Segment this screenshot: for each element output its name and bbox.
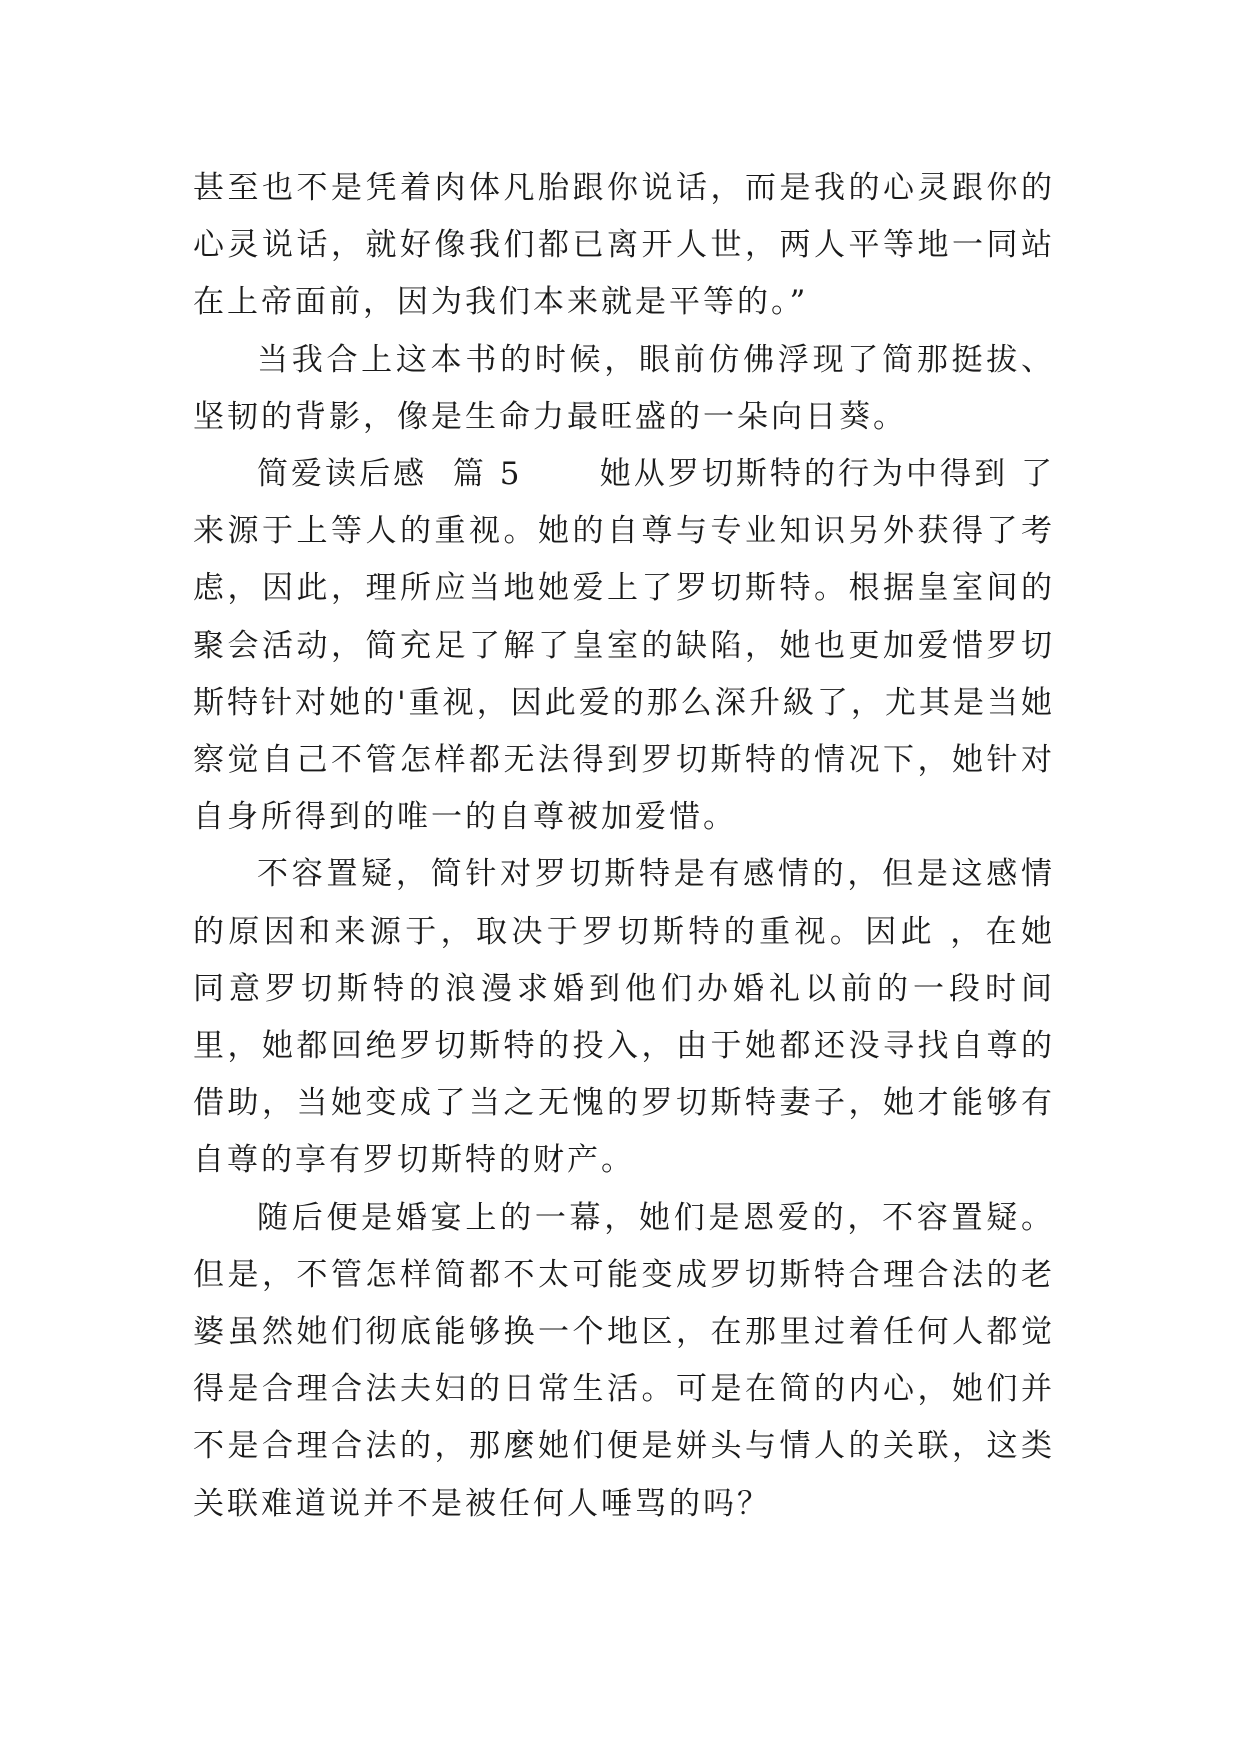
document-body: [193, 160, 1055, 1533]
paragraph-essay-5-text: 她从罗切斯特的行为中得到 了来源于上等人的重视。她的自尊与专业知识另外获得了考虑，因此，理所应当地她爱上了罗切斯特。根据皇室间的聚会活动，简充足了解了皇室的缺陷，她也更加爱惜罗切斯特针对她的'重视，因此爱的那么深升級了，尤其是当她察觉自己不管怎样都无法得到罗切斯特的情况下，她针对自身所得到的唯一的自尊被加爱惜。: [193, 456, 1055, 836]
essay-heading: 简爱读后感 篇 5: [257, 456, 600, 493]
paragraph-undoubtedly: 不容置疑，简针对罗切斯特是有感情的，但是这感情的原因和来源于，取决于罗切斯特的重视。因此 ，在她同意罗切斯特的浪漫求婚到他们办婚礼以前的一段时间里，她都回绝罗切斯特的投入，由于她都还没寻找自尊的借助，当她变成了当之无愧的罗切斯特妻子，她才能够有自尊的享有罗切斯特的财产。: [193, 856, 1055, 1179]
paragraph-essay-5-opening: [193, 446, 1055, 846]
paragraph-sunflower: 当我合上这本书的时候，眼前仿佛浮现了简那挺拔、坚韧的背影，像是生命力最旺盛的一朵向日葵。: [193, 341, 1055, 435]
paragraph-wedding: 随后便是婚宴上的一幕，她们是恩爱的，不容置疑。但是，不管怎样简都不太可能变成罗切斯特合理合法的老婆虽然她们彻底能够换一个地区，在那里过着任何人都觉得是合理合法夫妇的日常生活。可是在简的内心，她们并不是合理合法的，那麼她们便是姘头与情人的关联，这类关联难道说并不是被任何人唾骂的吗？: [193, 1199, 1055, 1522]
paragraph-continuation: 甚至也不是凭着肉体凡胎跟你说话，而是我的心灵跟你的心灵说话，就好像我们都已离开人世，两人平等地一同站在上帝面前，因为我们本来就是平等的。”: [193, 170, 1055, 321]
